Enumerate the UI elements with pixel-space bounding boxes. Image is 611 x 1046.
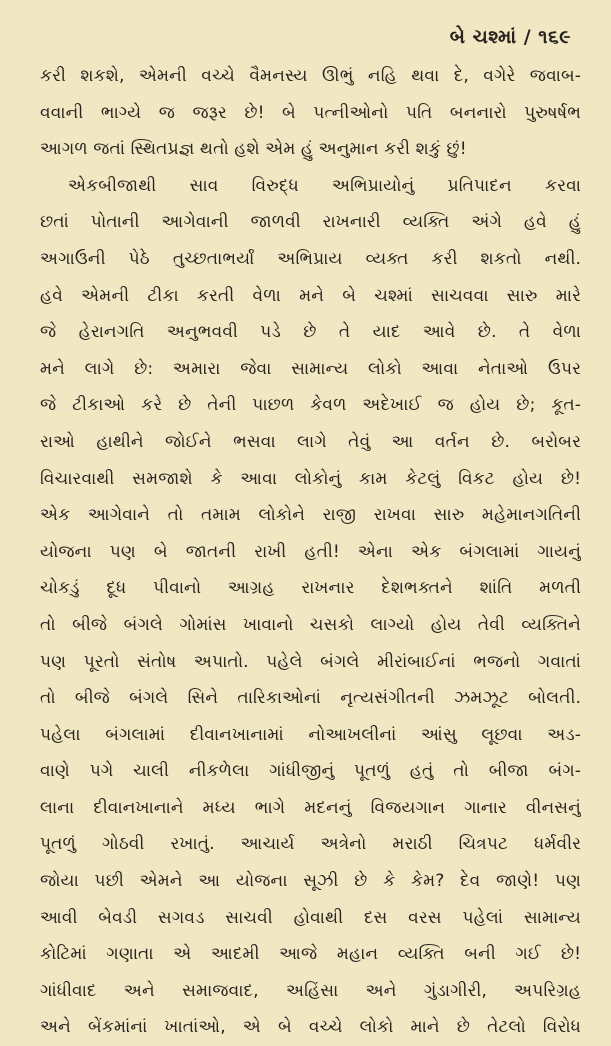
paragraph-2 — [40, 168, 581, 1046]
text-line: પહેલા બંગલામાં દીવાનખાનામાં નોઆખલીનાં આંસુ લૂછવા અડ- — [40, 724, 581, 745]
text-line: છતાં પોતાની આગેવાની જાળવી રાખનારી વ્યક્તિ અંગે હવે હું — [40, 212, 581, 233]
text-line: પણ પૂરતો સંતોષ અપાતો. પહેલે બંગલે મીરાંબાઈનાં ભજનો ગવાતાં — [40, 651, 581, 672]
text-line: અને બેંકમાંનાં ખાતાંઓ, એ બે વચ્ચે લોકો માને છે તેટલો વિરોધ — [40, 1017, 581, 1038]
text-line: જોયા પછી એમને આ યોજના સૂઝી છે કે કેમ? દેવ જાણે! પણ — [40, 871, 581, 892]
text-line: વિચારવાથી સમજાશે કે આવા લોકોનું કામ કેટલું વિકટ હોય છે! — [40, 468, 581, 489]
text-line: યોજના પણ બે જાતની રાખી હતી! એના એક બંગલામાં ગાયનું — [40, 541, 581, 562]
body-text — [40, 58, 581, 1046]
text-line: વવાની ભાગ્યે જ જરૂર છે! બે પત્નીઓનો પતિ બનનારો પુરુષર્ષભ — [40, 102, 581, 123]
text-line: આવી બેવડી સગવડ સાચવી હોવાથી દસ વરસ પહેલાં સામાન્ય — [40, 907, 581, 928]
text-line: વાણે પગે ચાલી નીકળેલા ગાંધીજીનું પૂતળું હતું તો બીજા બંગ- — [40, 761, 581, 782]
text-line: આગળ જતાં સ્થિતપ્રજ્ઞ થતો હશે એમ હું અનુમાન કરી શકું છું! — [40, 139, 467, 160]
text-line: ચોકડું દૂધ પીવાનો આગ્રહ રાખનાર દેશભક્તને શાંતિ મળતી — [40, 578, 581, 599]
text-line: હવે એમની ટીકા કરતી વેળા મને બે ચશ્માં સાચવવા સારુ મારે — [40, 285, 581, 306]
text-line: અગાઉની પેઠે તુચ્છતાભર્યાં અભિપ્રાય વ્યક્ત કરી શકતો નથી. — [40, 248, 581, 269]
text-line: ગાંધીવાદ અને સમાજવાદ, અહિંસા અને ગુંડાગીરી, અપરિગ્રહ — [40, 980, 581, 1001]
text-line: એકબીજાથી સાવ વિરુદ્ધ અભિપ્રાયોનું પ્રતિપાદન કરવા — [68, 175, 581, 196]
text-line: જે હેરાનગતિ અનુભવવી પડે છે તે યાદ આવે છે. તે વેળા — [40, 322, 581, 343]
text-line: પૂતળું ગોઠવી રખાતું. આચાર્ય અત્રેનો મરાઠી ચિત્રપટ ધર્મવીર — [40, 834, 581, 855]
running-header: બે ચશ્માં / ૧૬૯ — [449, 26, 571, 48]
text-line: લાના દીવાનખાનાને મધ્ય ભાગે મદનનું વિજયગાન ગાનાર વીનસનું — [40, 797, 581, 818]
text-line: રાઓ હાથીને જોઈને ભસવા લાગે તેવું આ વર્તન છે. બરોબર — [40, 431, 581, 452]
paragraph-1 — [40, 58, 581, 168]
text-line: મને લાગે છે: અમારા જેવા સામાન્ય લોકો આવા નેતાઓ ઉપર — [40, 358, 581, 379]
text-line: તો બીજે બંગલે ગોમાંસ ખાવાનો ચસકો લાગ્યો હોય તેવી વ્યક્તિને — [40, 614, 581, 635]
text-line: કરી શકશે, એમની વચ્ચે વૈમનસ્ય ઊભું નહિ થવા દે, વગેરે જવાબ- — [40, 66, 581, 86]
text-line: એક આગેવાને તો તમામ લોકોને રાજી રાખવા સારુ મહેમાનગતિની — [40, 505, 581, 526]
text-line: જે ટીકાઓ કરે છે તેની પાછળ કેવળ અદેખાઈ જ હોય છે; કૂત- — [40, 395, 581, 416]
text-line: તો બીજે બંગલે સિને તારિકાઓનાં નૃત્યસંગીતની ઝમઝૂટ બોલતી. — [40, 688, 581, 709]
text-line: કોટિમાં ગણાતા એ આદમી આજે મહાન વ્યક્તિ બની ગઈ છે! — [40, 944, 581, 965]
